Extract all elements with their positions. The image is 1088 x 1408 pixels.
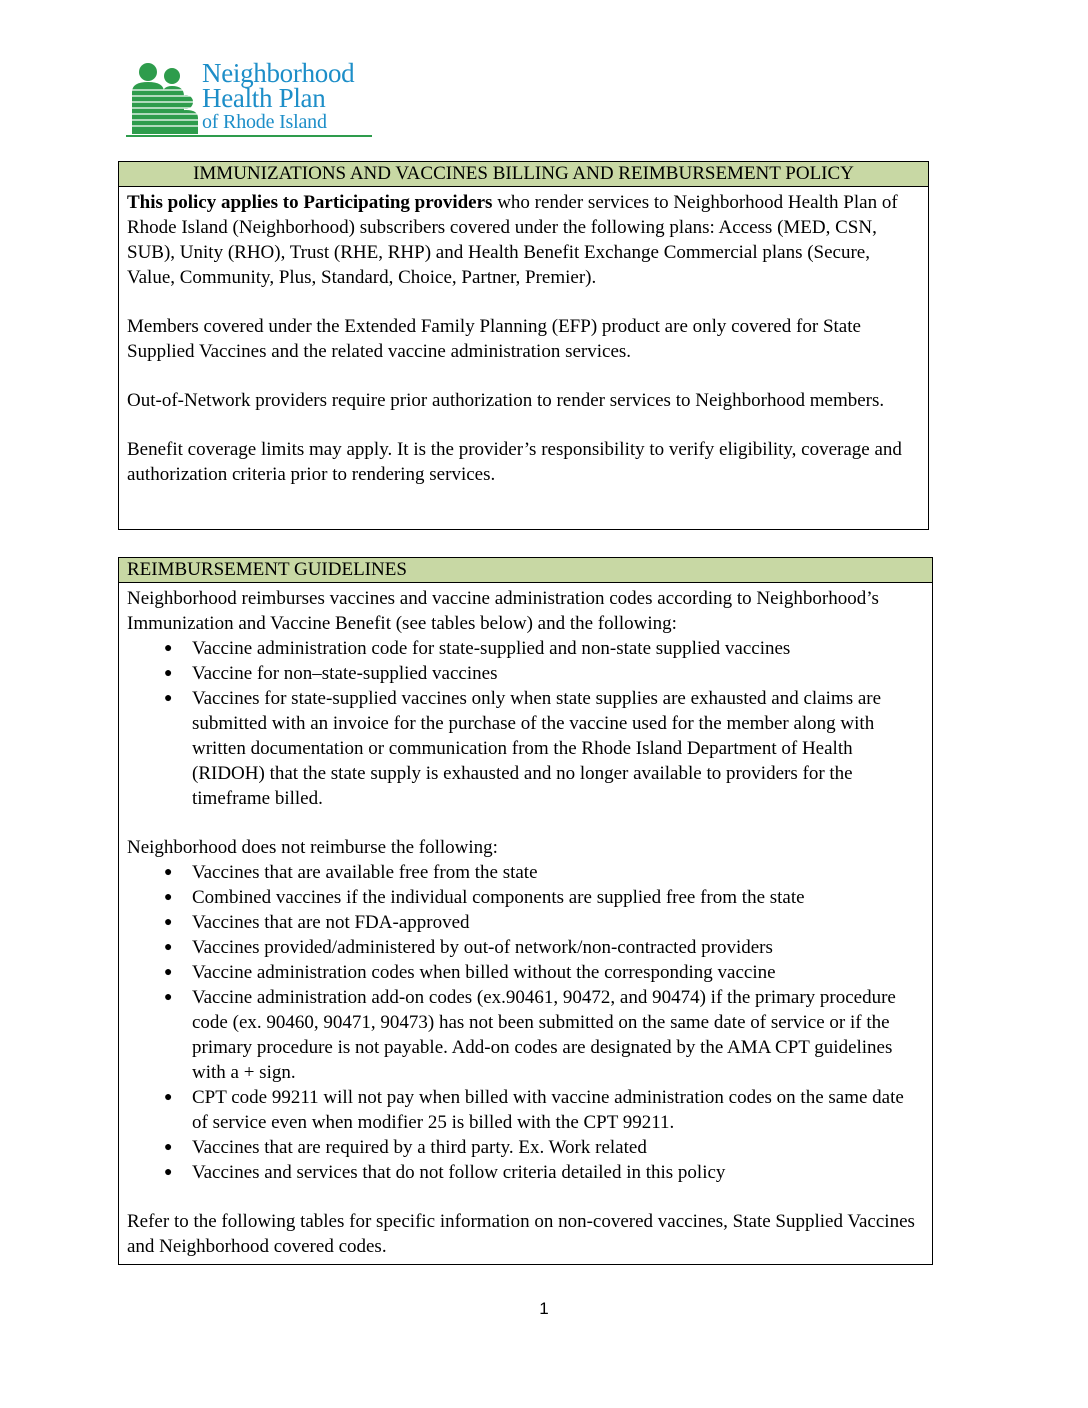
out-of-network-paragraph: Out-of-Network providers require prior authorization to render services to Neighborhood members. xyxy=(127,390,885,411)
list-item: ● Vaccine for non–state-supplied vaccines xyxy=(164,663,498,684)
list-item: ● CPT code 99211 will not pay when billed with vaccine administration codes on the same date of service even when modifier 25 is billed with the CPT 99211. xyxy=(164,1087,904,1133)
not-reimbursed-list xyxy=(127,860,924,1185)
logo-line-3: of Rhode Island xyxy=(202,111,327,133)
list-item: ● Vaccine administration codes when billed without the corresponding vaccine xyxy=(164,962,776,983)
logo-line-1: Neighborhood xyxy=(202,58,355,88)
bullet-icon: ● xyxy=(164,865,173,880)
list-item: ● Vaccines that are required by a third party. Ex. Work related xyxy=(164,1137,647,1158)
bullet-icon: ● xyxy=(164,1140,173,1155)
reimbursement-body xyxy=(119,583,932,1259)
policy-intro xyxy=(127,190,920,290)
list-item: ● Vaccines that are not FDA-approved xyxy=(164,912,470,933)
list-item: ● Combined vaccines if the individual components are supplied free from the state xyxy=(164,887,805,908)
bullet-icon: ● xyxy=(164,1090,173,1105)
covered-list xyxy=(127,636,924,811)
page-number: 1 xyxy=(539,1299,549,1318)
refer-paragraph: Refer to the following tables for specific information on non-covered vaccines, State Supplied Vaccines and Neighborhood covered codes. xyxy=(127,1211,915,1257)
benefit-paragraph: Benefit coverage limits may apply. It is the provider’s responsibility to verify eligibility, coverage and authorization criteria prior to rendering services. xyxy=(127,439,902,485)
bullet-icon: ● xyxy=(164,641,173,656)
list-item: ● Vaccine administration add-on codes (ex.90461, 90472, and 90474) if the primary procedure code (ex. 90460, 90471, 90473) has not been submitted on the same date of service or if the primary procedure is not payable. Add-on codes are designated by the AMA CPT guidelines with a + sign. xyxy=(164,987,896,1083)
bullet-icon: ● xyxy=(164,965,173,980)
bullet-icon: ● xyxy=(164,666,173,681)
bullet-icon: ● xyxy=(164,691,173,706)
bullet-icon: ● xyxy=(164,990,173,1005)
policy-header: IMMUNIZATIONS AND VACCINES BILLING AND REIMBURSEMENT POLICY xyxy=(119,162,928,187)
list-item: ● Vaccine administration code for state-supplied and non-state supplied vaccines xyxy=(164,638,791,659)
bullet-icon: ● xyxy=(164,1165,173,1180)
efp-paragraph: Members covered under the Extended Family Planning (EFP) product are only covered for State Supplied Vaccines and the related vaccine administration services. xyxy=(127,316,861,362)
reimbursement-intro: Neighborhood reimburses vaccines and vaccine administration codes according to Neighborhood’s Immunization and Vaccine Benefit (see tables below) and the following: xyxy=(127,588,879,634)
list-item: ● Vaccines for state-supplied vaccines only when state supplies are exhausted and claims are submitted with an invoice for the purchase of the vaccine used for the member along with written documentation or communication from the Rhode Island Department of Health (RIDOH) that the state supply is exhausted and no longer available to providers for the timeframe billed. xyxy=(164,688,882,809)
not-reimbursed-intro: Neighborhood does not reimburse the following: xyxy=(127,837,498,858)
bullet-icon: ● xyxy=(164,940,173,955)
reimbursement-header: REIMBURSEMENT GUIDELINES xyxy=(119,558,932,583)
list-item: ● Vaccines and services that do not follow criteria detailed in this policy xyxy=(164,1162,726,1183)
policy-body xyxy=(119,187,928,487)
policy-box xyxy=(118,161,929,530)
family-figures-icon xyxy=(126,62,204,136)
policy-intro-bold: This policy applies to Participating providers xyxy=(127,192,493,213)
bullet-icon: ● xyxy=(164,915,173,930)
logo-underline xyxy=(126,135,372,137)
reimbursement-box xyxy=(118,557,933,1265)
list-item: ● Vaccines that are available free from the state xyxy=(164,862,538,883)
policy-intro-text: who render services to Neighborhood Health Plan of Rhode Island (Neighborhood) subscribers covered under the following plans: Access (MED, CSN, SUB), Unity (RHO), Trust (RHE, RHP) and Health Benefit Exchange Commercial plans (Secure, Value, Community, Plus, Standard, Choice, Partner, Premier). xyxy=(127,192,898,288)
bullet-icon: ● xyxy=(164,890,173,905)
list-item: ● Vaccines provided/administered by out-of network/non-contracted providers xyxy=(164,937,773,958)
logo-line-2: Health Plan xyxy=(202,83,326,113)
logo xyxy=(126,58,376,140)
